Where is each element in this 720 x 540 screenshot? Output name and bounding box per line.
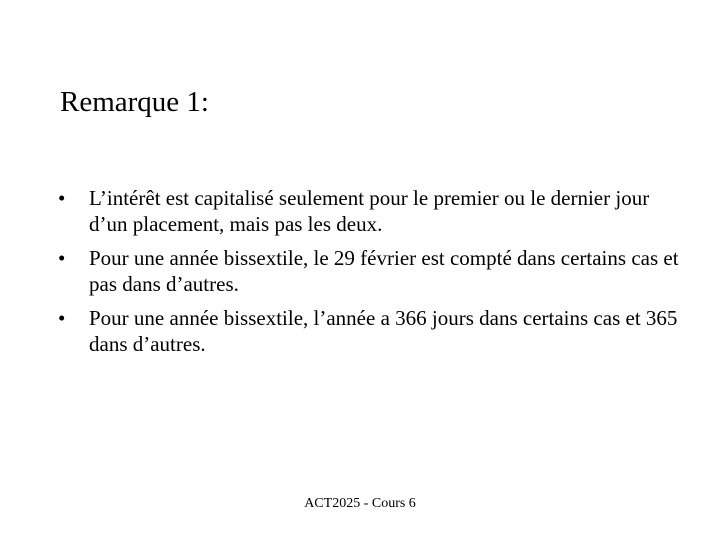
bullet-icon: •	[58, 306, 66, 330]
bullet-item	[58, 245, 688, 297]
slide-footer: ACT2025 - Cours 6	[304, 496, 416, 511]
bullet-text: L’intérêt est capitalisé seulement pour le premier ou le dernier jour d’un placement, mais pas les deux.	[89, 186, 650, 236]
bullet-text: Pour une année bissextile, le 29 février est compté dans certains cas et pas dans d’autres.	[89, 246, 679, 296]
slide-title: Remarque 1:	[60, 86, 209, 118]
bullet-icon: •	[58, 186, 66, 210]
bullet-text: Pour une année bissextile, l’année a 366 jours dans certains cas et 365 dans d’autres.	[89, 306, 678, 356]
bullet-icon: •	[58, 246, 66, 270]
bullet-list	[58, 185, 688, 365]
bullet-item	[58, 305, 688, 357]
bullet-item	[58, 185, 688, 237]
